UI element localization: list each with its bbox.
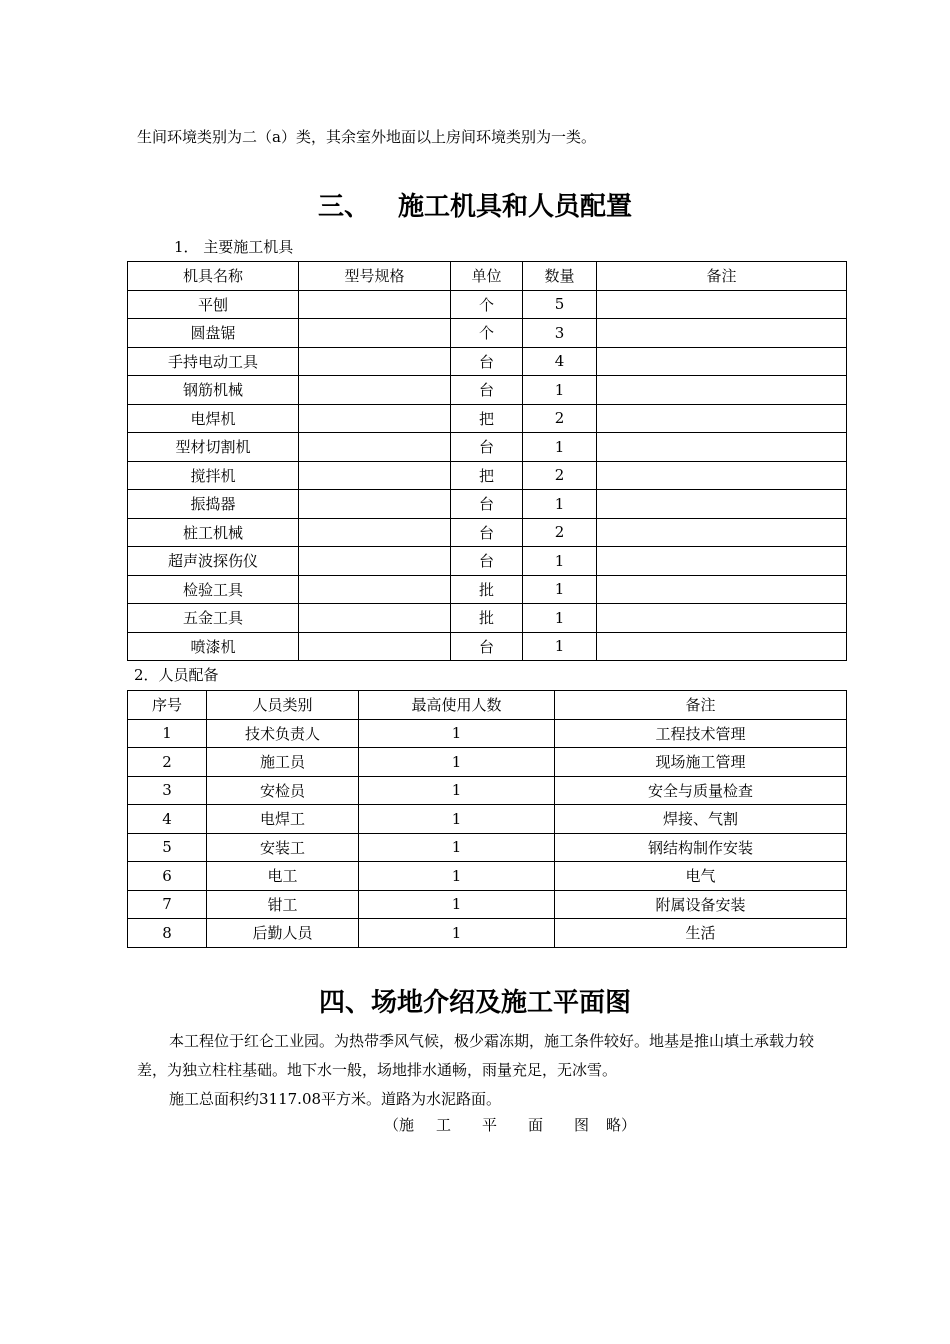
quantity-cell: 2: [523, 404, 597, 433]
col-header-spec: 型号规格: [299, 262, 451, 291]
col-header-name: 机具名称: [128, 262, 299, 291]
quantity-cell: 1: [523, 604, 597, 633]
equipment-heading: 1． 主要施工机具: [174, 238, 294, 256]
spec-cell: [299, 575, 451, 604]
role-cell: 电焊工: [207, 805, 359, 834]
quantity-cell: 1: [523, 433, 597, 462]
unit-cell: 台: [451, 490, 523, 519]
max-count-cell: 1: [359, 748, 555, 777]
staff-header-row: [128, 691, 847, 720]
unit-cell: 把: [451, 404, 523, 433]
unit-cell: 个: [451, 319, 523, 348]
unit-cell: 把: [451, 461, 523, 490]
equipment-name-cell: 手持电动工具: [128, 347, 299, 376]
row-number-cell: 3: [128, 776, 207, 805]
equipment-name-cell: 平刨: [128, 290, 299, 319]
spec-cell: [299, 347, 451, 376]
quantity-cell: 1: [523, 547, 597, 576]
quantity-cell: 1: [523, 490, 597, 519]
table-row: [128, 518, 847, 547]
site-description-paragraph: 本工程位于红仑工业园。为热带季风气候，极少霜冻期，施工条件较好。地基是推山填土承载力较差，为独立柱柱基础。地下水一般，场地排水通畅，雨量充足，无冰雪。: [137, 1032, 815, 1079]
note-cell: [597, 490, 847, 519]
equipment-name-cell: 电焊机: [128, 404, 299, 433]
note-cell: [597, 461, 847, 490]
equipment-name-cell: 五金工具: [128, 604, 299, 633]
duty-cell: 附属设备安装: [555, 890, 847, 919]
caption-part: 略）: [606, 1116, 637, 1134]
quantity-cell: 2: [523, 461, 597, 490]
role-cell: 钳工: [207, 890, 359, 919]
duty-cell: 生活: [555, 919, 847, 948]
note-cell: [597, 518, 847, 547]
note-cell: [597, 290, 847, 319]
table-row: [128, 404, 847, 433]
quantity-cell: 1: [523, 632, 597, 661]
table-row: [128, 347, 847, 376]
unit-cell: 个: [451, 290, 523, 319]
table-row: [128, 376, 847, 405]
row-number-cell: 2: [128, 748, 207, 777]
table-row: [128, 632, 847, 661]
col-header-max: 最高使用人数: [359, 691, 555, 720]
table-row: [128, 604, 847, 633]
table-row: [128, 862, 847, 891]
staff-table: [127, 690, 847, 948]
table-row: [128, 433, 847, 462]
equipment-name-cell: 喷漆机: [128, 632, 299, 661]
table-row: [128, 547, 847, 576]
row-number-cell: 8: [128, 919, 207, 948]
intro-text: 生间环境类别为二（a）类，其余室外地面以上房间环境类别为一类。: [137, 128, 596, 146]
spec-cell: [299, 433, 451, 462]
table-row: [128, 490, 847, 519]
max-count-cell: 1: [359, 919, 555, 948]
col-header-staff-note: 备注: [555, 691, 847, 720]
table-row: [128, 805, 847, 834]
caption-part: 图: [574, 1116, 590, 1134]
section-4-title: 四、场地介绍及施工平面图: [318, 988, 631, 1018]
max-count-cell: 1: [359, 805, 555, 834]
quantity-cell: 2: [523, 518, 597, 547]
section-3-number: 三、: [317, 192, 370, 222]
max-count-cell: 1: [359, 890, 555, 919]
col-header-no: 序号: [128, 691, 207, 720]
table-row: [128, 890, 847, 919]
equipment-name-cell: 圆盘锯: [128, 319, 299, 348]
unit-cell: 台: [451, 376, 523, 405]
equipment-name-cell: 桩工机械: [128, 518, 299, 547]
spec-cell: [299, 518, 451, 547]
note-cell: [597, 319, 847, 348]
role-cell: 技术负责人: [207, 719, 359, 748]
equipment-name-cell: 振捣器: [128, 490, 299, 519]
col-header-qty: 数量: [523, 262, 597, 291]
table-row: [128, 776, 847, 805]
spec-cell: [299, 632, 451, 661]
staff-heading: 2．人员配备: [134, 666, 219, 684]
unit-cell: 批: [451, 575, 523, 604]
role-cell: 安检员: [207, 776, 359, 805]
spec-cell: [299, 404, 451, 433]
unit-cell: 批: [451, 604, 523, 633]
role-cell: 安装工: [207, 833, 359, 862]
unit-cell: 台: [451, 632, 523, 661]
section-3-title: 施工机具和人员配置: [398, 192, 633, 222]
role-cell: 施工员: [207, 748, 359, 777]
note-cell: [597, 347, 847, 376]
max-count-cell: 1: [359, 833, 555, 862]
duty-cell: 现场施工管理: [555, 748, 847, 777]
caption-part: 面: [528, 1116, 544, 1134]
row-number-cell: 5: [128, 833, 207, 862]
quantity-cell: 5: [523, 290, 597, 319]
duty-cell: 工程技术管理: [555, 719, 847, 748]
site-plan-caption: [384, 1114, 636, 1135]
quantity-cell: 1: [523, 575, 597, 604]
unit-cell: 台: [451, 347, 523, 376]
max-count-cell: 1: [359, 862, 555, 891]
note-cell: [597, 575, 847, 604]
spec-cell: [299, 376, 451, 405]
duty-cell: 电气: [555, 862, 847, 891]
site-area-paragraph: 施工总面积约3117.08平方米。道路为水泥路面。: [169, 1090, 502, 1108]
note-cell: [597, 604, 847, 633]
equipment-name-cell: 型材切割机: [128, 433, 299, 462]
equipment-header-row: [128, 262, 847, 291]
spec-cell: [299, 604, 451, 633]
unit-cell: 台: [451, 518, 523, 547]
equipment-name-cell: 搅拌机: [128, 461, 299, 490]
quantity-cell: 4: [523, 347, 597, 376]
equipment-table: [127, 261, 847, 661]
spec-cell: [299, 547, 451, 576]
row-number-cell: 4: [128, 805, 207, 834]
spec-cell: [299, 490, 451, 519]
table-row: [128, 461, 847, 490]
spec-cell: [299, 290, 451, 319]
note-cell: [597, 547, 847, 576]
table-row: [128, 748, 847, 777]
equipment-name-cell: 检验工具: [128, 575, 299, 604]
section-3-heading: [0, 186, 950, 223]
row-number-cell: 7: [128, 890, 207, 919]
caption-part: 平: [482, 1116, 498, 1134]
note-cell: [597, 404, 847, 433]
note-cell: [597, 632, 847, 661]
max-count-cell: 1: [359, 776, 555, 805]
table-row: [128, 919, 847, 948]
table-row: [128, 319, 847, 348]
role-cell: 后勤人员: [207, 919, 359, 948]
note-cell: [597, 433, 847, 462]
row-number-cell: 6: [128, 862, 207, 891]
col-header-role: 人员类别: [207, 691, 359, 720]
col-header-note: 备注: [597, 262, 847, 291]
duty-cell: 安全与质量检查: [555, 776, 847, 805]
role-cell: 电工: [207, 862, 359, 891]
col-header-unit: 单位: [451, 262, 523, 291]
duty-cell: 焊接、气割: [555, 805, 847, 834]
note-cell: [597, 376, 847, 405]
caption-part: 工: [436, 1116, 452, 1134]
unit-cell: 台: [451, 433, 523, 462]
max-count-cell: 1: [359, 719, 555, 748]
caption-part: （施: [384, 1116, 415, 1134]
quantity-cell: 1: [523, 376, 597, 405]
table-row: [128, 719, 847, 748]
equipment-name-cell: 超声波探伤仪: [128, 547, 299, 576]
row-number-cell: 1: [128, 719, 207, 748]
table-row: [128, 575, 847, 604]
unit-cell: 台: [451, 547, 523, 576]
duty-cell: 钢结构制作安装: [555, 833, 847, 862]
table-row: [128, 290, 847, 319]
spec-cell: [299, 461, 451, 490]
quantity-cell: 3: [523, 319, 597, 348]
table-row: [128, 833, 847, 862]
equipment-name-cell: 钢筋机械: [128, 376, 299, 405]
spec-cell: [299, 319, 451, 348]
